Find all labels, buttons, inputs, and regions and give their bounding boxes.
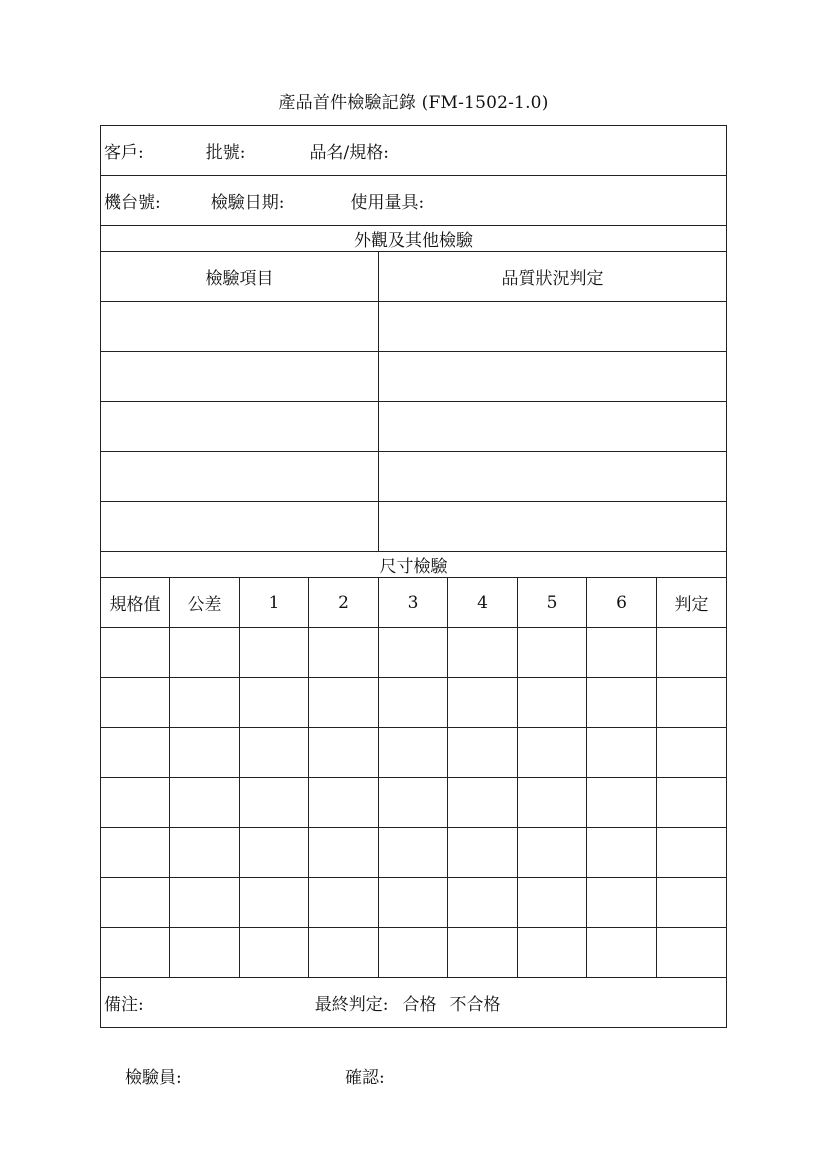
dimension-cell xyxy=(657,678,727,728)
appearance-row xyxy=(101,402,727,452)
dimension-cell xyxy=(657,928,727,978)
dimension-cell xyxy=(448,878,518,928)
fail-option: 不合格 xyxy=(449,995,501,1015)
dimension-cell xyxy=(587,878,657,928)
final-judgment-label: 最終判定: xyxy=(314,995,389,1015)
dimension-cell xyxy=(309,678,379,728)
appearance-item-cell xyxy=(101,302,379,352)
dimension-cell xyxy=(170,928,240,978)
dimension-cell xyxy=(240,678,309,728)
dimension-cell xyxy=(309,828,379,878)
dimension-cell xyxy=(587,828,657,878)
dimension-cell xyxy=(518,778,587,828)
inspection-form-table xyxy=(100,125,727,1028)
dimension-header-cell: 公差 xyxy=(170,578,240,628)
dimension-section-title: 尺寸檢驗 xyxy=(101,552,727,578)
dimension-cell xyxy=(448,678,518,728)
dimension-cell xyxy=(170,678,240,728)
dimension-cell xyxy=(240,928,309,978)
dimension-header-cell: 3 xyxy=(379,578,448,628)
dimension-rows xyxy=(101,628,727,978)
dimension-cell xyxy=(379,728,448,778)
dimension-header-cell: 2 xyxy=(309,578,379,628)
dimension-row xyxy=(101,828,727,878)
dimension-row xyxy=(101,678,727,728)
dimension-row xyxy=(101,878,727,928)
dimension-cell xyxy=(101,628,170,678)
dimension-cell xyxy=(101,928,170,978)
dimension-cell xyxy=(170,778,240,828)
dimension-cell xyxy=(587,678,657,728)
dimension-cell xyxy=(240,728,309,778)
dimension-section-row xyxy=(101,552,727,578)
gauge-label: 使用量具: xyxy=(350,193,425,213)
header-cell-1 xyxy=(101,126,727,176)
confirm-signature-label: 確認: xyxy=(345,1068,385,1088)
dimension-cell xyxy=(379,678,448,728)
header-cell-2 xyxy=(101,176,727,226)
dimension-cell xyxy=(657,628,727,678)
dimension-cell xyxy=(170,878,240,928)
dimension-header-cell: 4 xyxy=(448,578,518,628)
header-row-2 xyxy=(101,176,727,226)
dimension-cell xyxy=(170,628,240,678)
inspection-date-label: 檢驗日期: xyxy=(210,193,285,213)
dimension-cell xyxy=(448,728,518,778)
dimension-cell xyxy=(518,728,587,778)
remarks-cell xyxy=(101,978,727,1028)
dimension-cell xyxy=(101,678,170,728)
appearance-quality-cell xyxy=(379,502,727,552)
dimension-cell xyxy=(518,928,587,978)
pass-option: 合格 xyxy=(402,995,437,1015)
dimension-cell xyxy=(657,778,727,828)
dimension-cell xyxy=(240,628,309,678)
dimension-header-cell: 5 xyxy=(518,578,587,628)
dimension-cell xyxy=(587,778,657,828)
dimension-header-cell: 判定 xyxy=(657,578,727,628)
appearance-row xyxy=(101,452,727,502)
remarks-row xyxy=(101,978,727,1028)
dimension-cell xyxy=(518,628,587,678)
appearance-item-cell xyxy=(101,352,379,402)
appearance-item-cell xyxy=(101,452,379,502)
dimension-cell xyxy=(657,728,727,778)
inspector-signature-label: 檢驗員: xyxy=(125,1068,182,1088)
dimension-cell xyxy=(309,628,379,678)
dimension-cell xyxy=(309,928,379,978)
machine-label: 機台號: xyxy=(104,193,161,213)
header-row-1 xyxy=(101,126,727,176)
appearance-row xyxy=(101,302,727,352)
appearance-item-cell xyxy=(101,502,379,552)
dimension-row xyxy=(101,628,727,678)
dimension-cell xyxy=(657,828,727,878)
dimension-cell xyxy=(309,778,379,828)
dimension-cell xyxy=(379,928,448,978)
dimension-cell xyxy=(448,828,518,878)
remarks-label: 備注: xyxy=(104,995,144,1015)
dimension-cell xyxy=(448,928,518,978)
page-title: 產品首件檢驗記錄 (FM-1502-1.0) xyxy=(278,93,549,113)
dimension-cell xyxy=(587,928,657,978)
appearance-rows xyxy=(101,302,727,552)
dimension-cell xyxy=(240,828,309,878)
dimension-cell xyxy=(379,628,448,678)
dimension-cell xyxy=(240,778,309,828)
dimension-cell xyxy=(309,728,379,778)
appearance-quality-header: 品質狀況判定 xyxy=(379,252,727,302)
batch-label: 批號: xyxy=(205,143,246,163)
dimension-cell xyxy=(587,628,657,678)
dimension-cell xyxy=(170,728,240,778)
customer-label: 客戶: xyxy=(104,143,144,163)
dimension-cell xyxy=(657,878,727,928)
dimension-row xyxy=(101,928,727,978)
dimension-row xyxy=(101,728,727,778)
appearance-row xyxy=(101,502,727,552)
dimension-cell xyxy=(240,878,309,928)
dimension-header-cell: 6 xyxy=(587,578,657,628)
dimension-cell xyxy=(379,778,448,828)
appearance-quality-cell xyxy=(379,452,727,502)
dimension-cell xyxy=(587,728,657,778)
dimension-cell xyxy=(518,878,587,928)
dimension-header-cell: 1 xyxy=(240,578,309,628)
dimension-cell xyxy=(101,728,170,778)
appearance-section-row xyxy=(101,226,727,252)
dimension-cell xyxy=(101,828,170,878)
dimension-cell xyxy=(101,778,170,828)
appearance-row xyxy=(101,352,727,402)
dimension-cell xyxy=(309,878,379,928)
appearance-quality-cell xyxy=(379,302,727,352)
dimension-cell xyxy=(518,678,587,728)
dimension-cell xyxy=(379,828,448,878)
appearance-item-header: 檢驗項目 xyxy=(101,252,379,302)
dimension-cell xyxy=(170,828,240,878)
dimension-cell xyxy=(101,878,170,928)
product-spec-label: 品名/規格: xyxy=(309,143,389,163)
appearance-quality-cell xyxy=(379,352,727,402)
dimension-header-row xyxy=(101,578,727,628)
dimension-row xyxy=(101,778,727,828)
appearance-header-row xyxy=(101,252,727,302)
dimension-cell xyxy=(518,828,587,878)
dimension-cell xyxy=(448,628,518,678)
appearance-section-title: 外觀及其他檢驗 xyxy=(101,226,727,252)
dimension-cell xyxy=(448,778,518,828)
appearance-quality-cell xyxy=(379,402,727,452)
dimension-header-cell: 規格值 xyxy=(101,578,170,628)
dimension-cell xyxy=(379,878,448,928)
appearance-item-cell xyxy=(101,402,379,452)
